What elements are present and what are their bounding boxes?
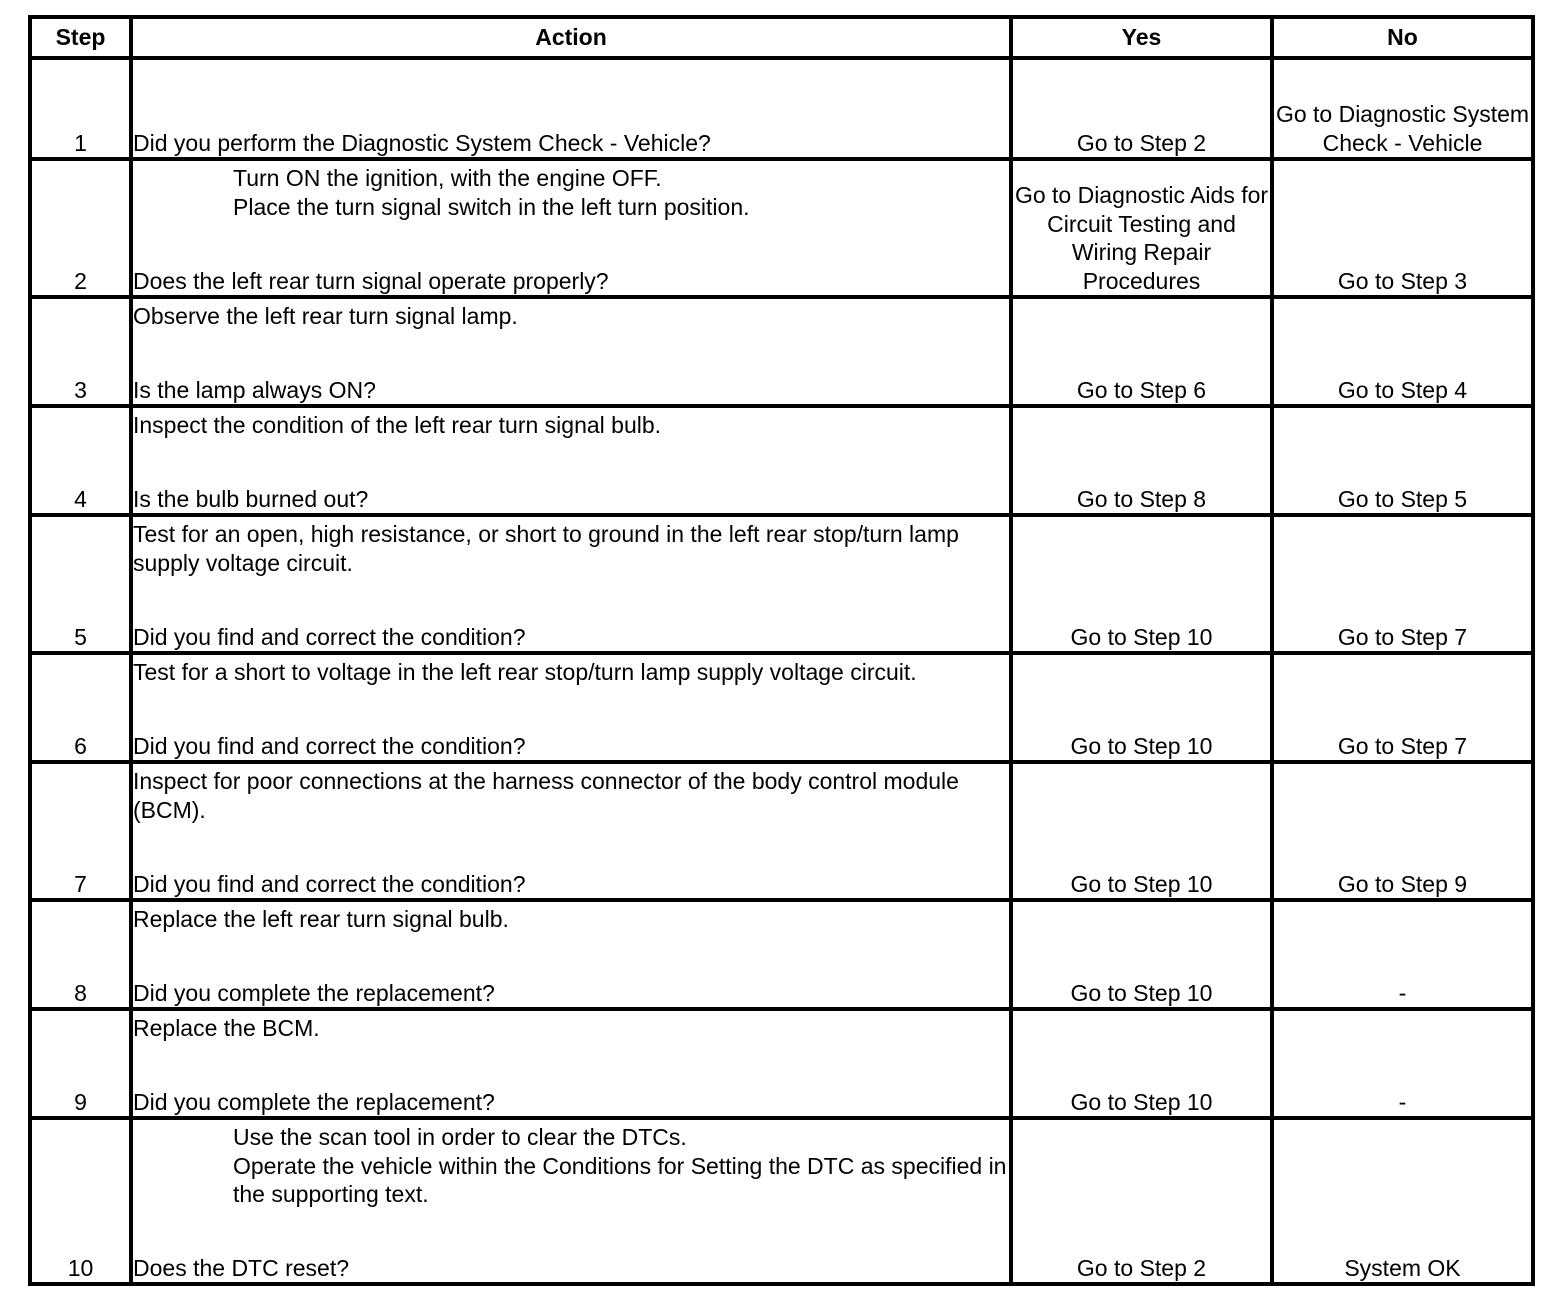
step-number: 2 [30,159,131,297]
action-text: Inspect the condition of the left rear turn signal bulb. [133,412,662,438]
no-result: - [1272,1009,1533,1118]
action-question: Does the left rear turn signal operate properly? [133,267,609,294]
step-number: 10 [30,1118,131,1284]
yes-result: Go to Step 2 [1011,58,1272,159]
header-row [30,17,1533,58]
action-question: Did you find and correct the condition? [133,623,526,650]
yes-result: Go to Step 10 [1011,762,1272,900]
action-cell [131,406,1011,515]
yes-result: Go to Step 10 [1011,1009,1272,1118]
step-number: 9 [30,1009,131,1118]
yes-result: Go to Step 6 [1011,297,1272,406]
action-text: Observe the left rear turn signal lamp. [133,303,518,329]
yes-result: Go to Step 10 [1011,900,1272,1009]
header-step: Step [30,17,131,58]
table-row [30,58,1533,159]
header-no: No [1272,17,1533,58]
step-number: 8 [30,900,131,1009]
action-question: Did you find and correct the condition? [133,870,526,897]
action-cell [131,297,1011,406]
table-row [30,406,1533,515]
action-text: Place the turn signal switch in the left turn position. [233,193,750,220]
table-row [30,1009,1533,1118]
table-row [30,515,1533,653]
no-result: - [1272,900,1533,1009]
action-cell [131,1118,1011,1284]
action-cell [131,159,1011,297]
action-cell [131,58,1011,159]
diagnostic-table [28,15,1535,1286]
action-question: Did you complete the replacement? [133,979,495,1006]
action-text: Test for an open, high resistance, or short to ground in the left rear stop/turn lamp supply voltage circuit. [133,521,959,576]
action-cell [131,515,1011,653]
action-text: Turn ON the ignition, with the engine OFF. [233,165,662,191]
no-result: System OK [1272,1118,1533,1284]
table-row [30,653,1533,762]
yes-result: Go to Step 10 [1011,653,1272,762]
action-text: Replace the left rear turn signal bulb. [133,906,509,932]
no-result: Go to Step 7 [1272,653,1533,762]
step-number: 1 [30,58,131,159]
yes-result: Go to Step 8 [1011,406,1272,515]
action-cell [131,1009,1011,1118]
action-cell [131,762,1011,900]
no-result: Go to Diagnostic System Check - Vehicle [1272,58,1533,159]
action-cell [131,653,1011,762]
table-row [30,297,1533,406]
step-number: 4 [30,406,131,515]
step-number: 7 [30,762,131,900]
header-yes: Yes [1011,17,1272,58]
action-text: Operate the vehicle within the Conditions for Setting the DTC as specified in the supporting text. [233,1152,1007,1207]
table-row [30,762,1533,900]
action-question: Is the lamp always ON? [133,376,376,403]
action-text: Did you perform the Diagnostic System Check - Vehicle? [133,129,711,156]
step-number: 5 [30,515,131,653]
action-text: Inspect for poor connections at the harness connector of the body control module (BCM). [133,768,959,823]
no-result: Go to Step 3 [1272,159,1533,297]
action-text: Replace the BCM. [133,1015,320,1041]
table-row [30,900,1533,1009]
yes-result: Go to Step 10 [1011,515,1272,653]
table-row [30,159,1533,297]
yes-result: Go to Diagnostic Aids for Circuit Testing and Wiring Repair Procedures [1011,159,1272,297]
action-question: Does the DTC reset? [133,1254,350,1281]
action-cell [131,900,1011,1009]
yes-result: Go to Step 2 [1011,1118,1272,1284]
no-result: Go to Step 9 [1272,762,1533,900]
action-question: Did you complete the replacement? [133,1088,495,1115]
step-number: 6 [30,653,131,762]
table-row [30,1118,1533,1284]
no-result: Go to Step 4 [1272,297,1533,406]
action-question: Is the bulb burned out? [133,485,369,512]
no-result: Go to Step 7 [1272,515,1533,653]
action-text: Use the scan tool in order to clear the DTCs. [233,1124,687,1150]
action-text: Test for a short to voltage in the left rear stop/turn lamp supply voltage circuit. [133,659,917,685]
no-result: Go to Step 5 [1272,406,1533,515]
step-number: 3 [30,297,131,406]
action-question: Did you find and correct the condition? [133,732,526,759]
header-action: Action [131,17,1011,58]
